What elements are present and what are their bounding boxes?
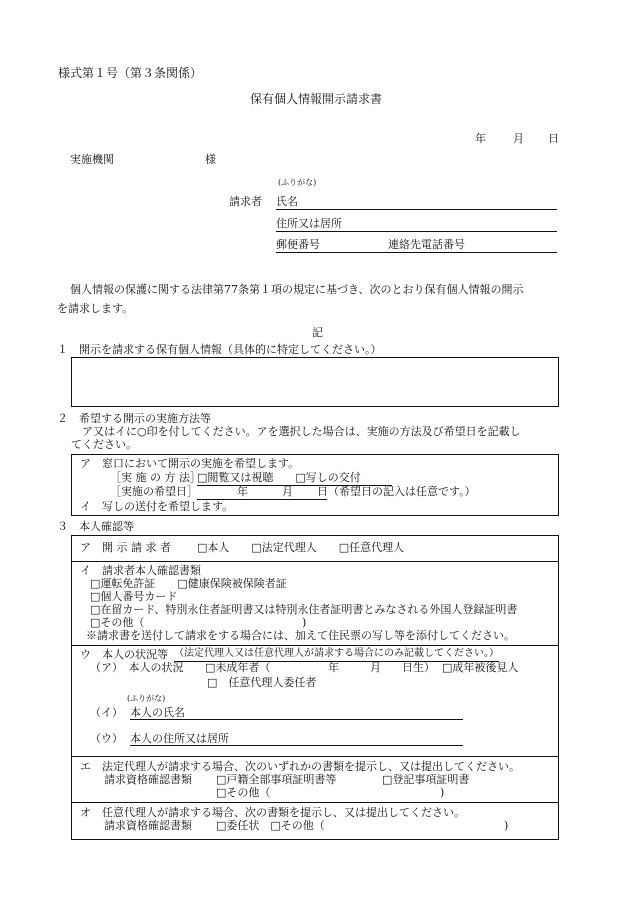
- principal-status-note: （法定代理人又は任意代理人が請求する場合にのみ記載してください。）: [174, 648, 499, 662]
- date-day-label: 日: [548, 132, 559, 145]
- agency-honorific: 様: [205, 153, 216, 166]
- principal-name-line[interactable]: [130, 719, 463, 720]
- id-docs-other[interactable]: □その他（: [90, 616, 145, 629]
- adult-ward-checkbox[interactable]: □成年被後見人: [442, 661, 519, 674]
- preferred-date-year: 年: [237, 485, 248, 498]
- option-a-window[interactable]: ア 窓口において開示の実施を希望します。: [80, 457, 300, 470]
- section-2-heading: ２ 希望する開示の実施方法等: [57, 412, 211, 425]
- divider: [72, 802, 558, 803]
- section-3-heading: ３ 本人確認等: [57, 520, 134, 533]
- minor-birth-month: 月: [370, 661, 381, 674]
- divider: [72, 645, 558, 646]
- minor-checkbox[interactable]: □未成年者（: [205, 661, 271, 674]
- legal-agent-other-checkbox[interactable]: □その他（: [216, 786, 271, 799]
- option-b-mail[interactable]: イ 写しの送付を希望します。: [80, 500, 234, 513]
- method-label: ［実 施 の 方 法］: [110, 471, 201, 484]
- voluntary-agent-docs-label: 請求資格確認書類: [104, 819, 192, 832]
- divider: [72, 756, 558, 757]
- section-2-note-2: てください。: [71, 438, 137, 451]
- form-title: 保有個人情報開示請求書: [250, 92, 383, 106]
- section-3-box: [71, 535, 559, 840]
- intro-line-1: 個人情報の保護に関する法律第77条第１項の規定に基づき、次のとおり保有個人情報の開示: [70, 283, 524, 296]
- preferred-date-month: 月: [282, 485, 293, 498]
- ki-label: 記: [312, 326, 323, 339]
- legal-agent-instruction: エ 法定代理人が請求する場合、次のいずれかの書類を提示し、又は提出してください。: [80, 760, 520, 773]
- agency-label: 実施機関: [70, 153, 114, 166]
- divider: [72, 561, 558, 562]
- section-1-input-box[interactable]: [71, 357, 559, 407]
- family-register-checkbox[interactable]: □戸籍全部事項証明書等: [216, 773, 337, 786]
- id-docs-line-3[interactable]: □在留カード、特別永住者証明書又は特別永住者証明書とみなされる外国人登録証明書: [90, 603, 518, 616]
- minor-birth-day: 日生）: [402, 661, 435, 674]
- principal-status-label: （ア） 本人の状況: [90, 661, 184, 674]
- requester-postal-label: 郵便番号: [276, 238, 320, 251]
- principal-address-marker: （ウ）: [90, 732, 123, 745]
- section-1-heading: １ 開示を請求する保有個人情報（具体的に特定してください。）: [57, 343, 382, 356]
- method-options[interactable]: □閲覧又は視聴 □写しの交付: [197, 471, 392, 486]
- legal-agent-other-close: ): [440, 786, 445, 799]
- requester-type-label: ア 開 示 請 求 者: [80, 541, 171, 554]
- preferred-date-label: ［実施の希望日］: [110, 485, 198, 498]
- requester-phone-label: 連絡先電話番号: [388, 238, 465, 251]
- requester-address-line[interactable]: [276, 231, 557, 232]
- preferred-date-day: 日（希望日の記入は任意です。）: [317, 485, 476, 498]
- principal-address-line[interactable]: [130, 745, 463, 746]
- requester-contact-line[interactable]: [276, 252, 557, 253]
- requester-furigana: (ふりがな): [278, 178, 317, 187]
- id-docs-note: ※請求書を送付して請求をする場合には、加えて住民票の写し等を添付してください。: [86, 629, 515, 642]
- minor-birth-year: 年: [328, 661, 339, 674]
- principal-name-marker: （イ）: [90, 706, 123, 719]
- legal-agent-docs-label: 請求資格確認書類: [104, 773, 192, 786]
- date-year-label: 年: [475, 132, 486, 145]
- form-number: 様式第１号（第３条関係）: [58, 66, 203, 80]
- id-docs-title: イ 請求者本人確認書類: [80, 564, 201, 577]
- id-docs-other-close: ): [302, 616, 307, 629]
- registry-cert-checkbox[interactable]: □登記事項証明書: [382, 773, 470, 786]
- voluntary-agent-other-close: ): [504, 819, 509, 832]
- section-2-note-1: ア又はイに○印を付してください。アを選択した場合は、実施の方法及び希望日を記載し: [82, 425, 521, 438]
- principal-furigana: (ふりがな): [127, 694, 166, 703]
- voluntary-agent-docs-options[interactable]: □委任状 □その他（: [216, 819, 325, 832]
- principal-address-label: 本人の住所又は居所: [130, 732, 229, 745]
- principal-name-label: 本人の氏名: [130, 706, 185, 719]
- requester-label: 請求者: [229, 195, 262, 208]
- principal-status-title: ウ 本人の状況等: [80, 648, 168, 661]
- requester-name-label: 氏名: [276, 195, 298, 208]
- agent-principal-checkbox[interactable]: □ 任意代理人委任者: [207, 676, 317, 689]
- id-docs-line-2[interactable]: □個人番号カード: [90, 590, 178, 603]
- id-docs-line-1[interactable]: □運転免許証 □健康保険被保険者証: [90, 577, 287, 590]
- requester-address-label: 住所又は居所: [276, 217, 342, 230]
- section-2-box: [71, 454, 559, 516]
- requester-name-line[interactable]: [276, 209, 557, 210]
- intro-line-2: を請求します。: [57, 302, 134, 315]
- requester-type-options[interactable]: □本人 □法定代理人 □任意代理人: [197, 541, 405, 554]
- date-month-label: 月: [513, 132, 524, 145]
- voluntary-agent-instruction: オ 任意代理人が請求する場合、次の書類を提示し、又は提出してください。: [80, 806, 465, 819]
